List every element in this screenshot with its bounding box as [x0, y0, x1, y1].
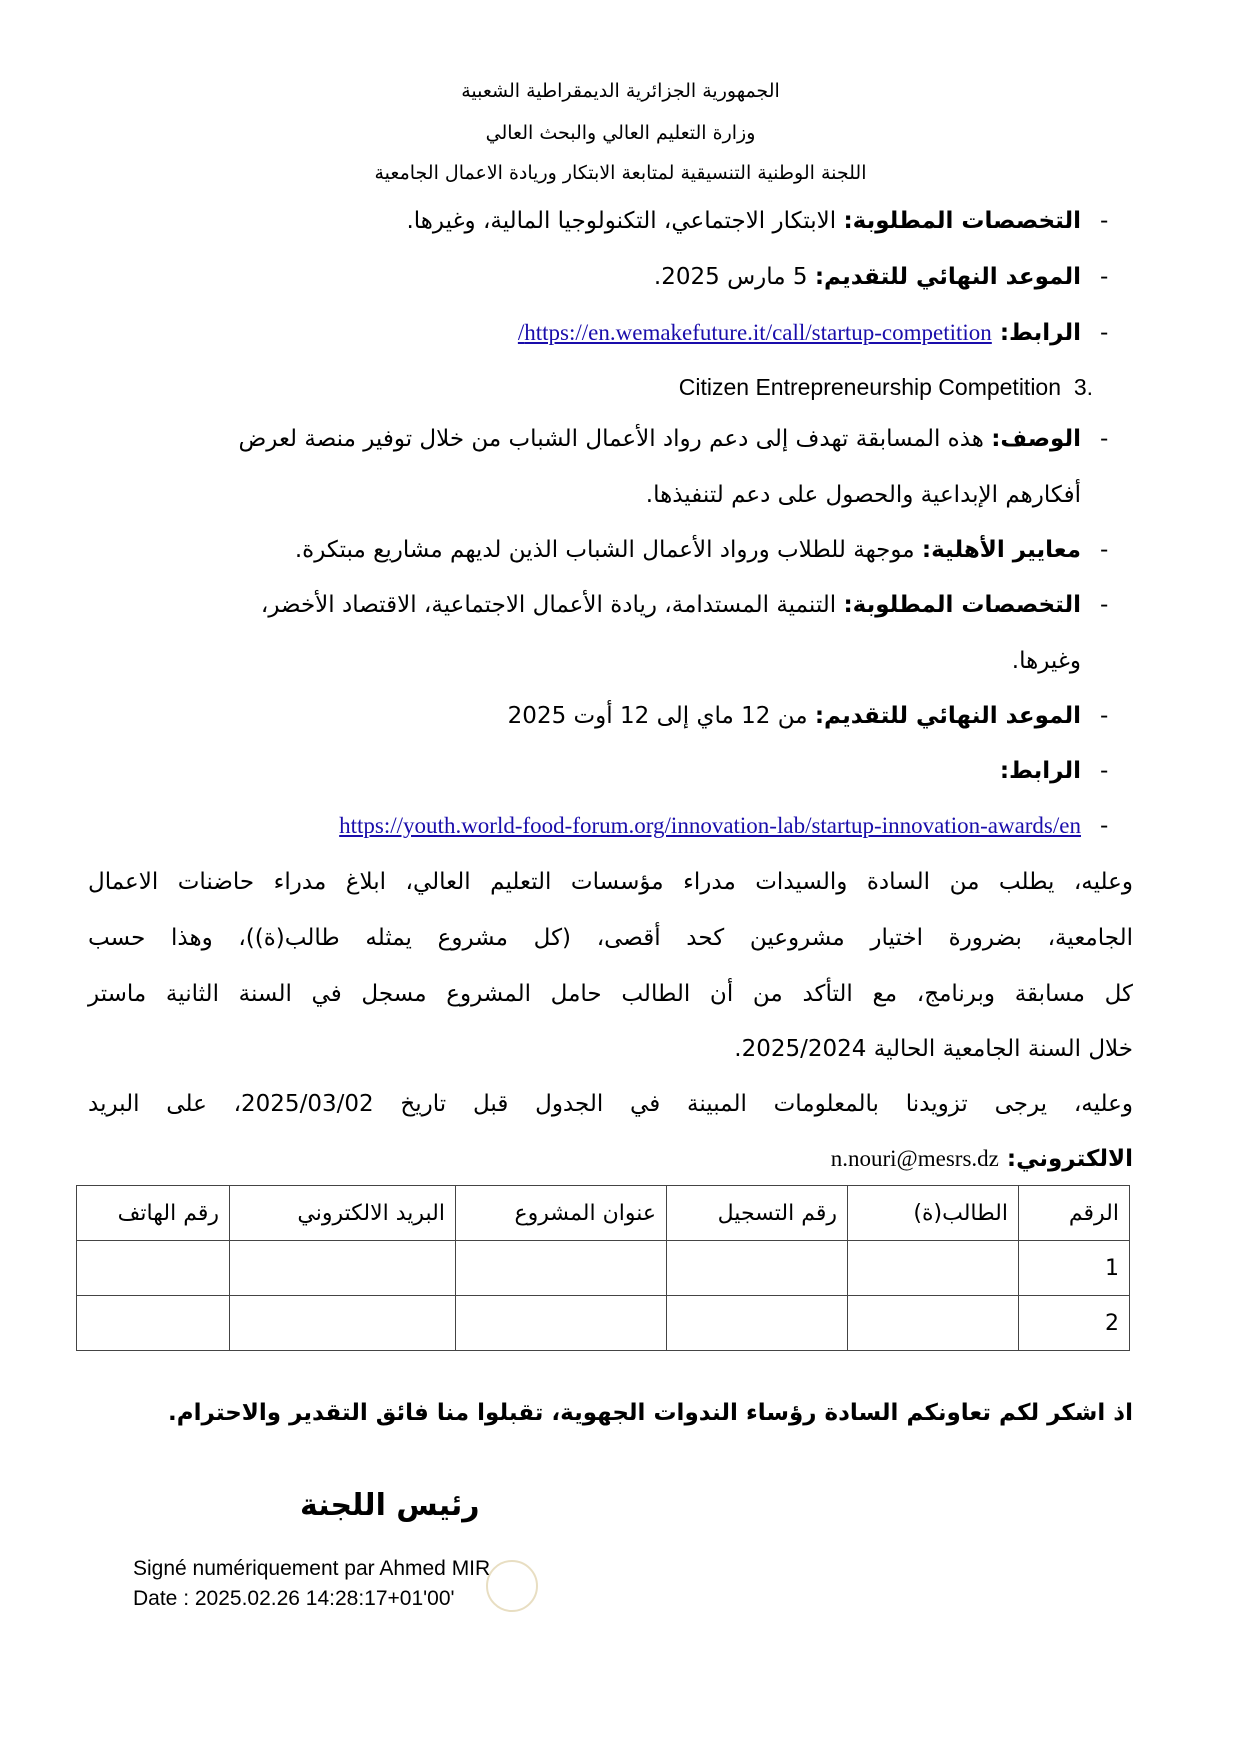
paragraph-line: وعليه، يرجى تزويدنا بالمعلومات المبينة في الجدول قبل تاريخ 2025/03/02، على البريد [88, 1091, 1133, 1117]
bullet-dash: - [1100, 813, 1109, 839]
label: التخصصات المطلوبة: [843, 208, 1081, 234]
paragraph-line: الجامعية، بضرورة اختيار مشروعين كحد أقصى، (كل مشروع يمثله طالب(ة))، وهذا حسب [88, 925, 1133, 951]
label: الوصف: [991, 426, 1081, 452]
header-committee: اللجنة الوطنية التنسيقية لمتابعة الابتكار وريادة الاعمال الجامعية [374, 162, 867, 184]
table-header-row [77, 1186, 1130, 1241]
item3-number: 3. [1073, 374, 1093, 400]
label: التخصصات المطلوبة: [843, 592, 1081, 618]
table-cell[interactable] [456, 1296, 667, 1351]
item3-specialties-cont: وغيرها. [1011, 648, 1081, 674]
signer-title: رئيس اللجنة [300, 1488, 480, 1523]
contact-email: n.nouri@mesrs.dz [830, 1146, 999, 1171]
paragraph-line: وعليه، يطلب من السادة والسيدات مدراء مؤسسات التعليم العالي، ابلاغ مدراء حاضنات الاعمال [88, 869, 1133, 895]
item3-title: Citizen Entrepreneurship Competition [678, 374, 1062, 400]
prev-deadline [654, 261, 1081, 293]
value: موجهة للطلاب ورواد الأعمال الشباب الذين لديهم مشاريع مبتكرة. [294, 537, 922, 563]
seal-icon [486, 1560, 538, 1612]
item3-link-label [1000, 755, 1081, 787]
label: الموعد النهائي للتقديم: [814, 703, 1081, 729]
label: معايير الأهلية: [921, 537, 1081, 563]
item3-heading [679, 371, 1093, 403]
bullet-dash: - [1100, 426, 1109, 452]
label: الموعد النهائي للتقديم: [814, 264, 1081, 290]
value: التنمية المستدامة، ريادة الأعمال الاجتماعية، الاقتصاد الأخضر، [260, 592, 844, 618]
table-cell[interactable] [667, 1296, 848, 1351]
item3-eligibility [295, 534, 1081, 566]
item3-deadline [508, 700, 1081, 732]
column-header: رقم الهاتف [77, 1186, 230, 1241]
label: الرابط: [999, 758, 1081, 784]
table-cell[interactable] [848, 1241, 1019, 1296]
column-header: عنوان المشروع [456, 1186, 667, 1241]
prev-specialties [406, 205, 1081, 237]
column-header: الرقم [1019, 1186, 1130, 1241]
label: الالكتروني: [998, 1146, 1133, 1172]
table-cell: 1 [1019, 1241, 1130, 1296]
header-ministry: وزارة التعليم العالي والبحث العالي [485, 122, 756, 144]
value: من 12 ماي إلى 12 أوت 2025 [507, 703, 815, 729]
item3-link-line [339, 810, 1081, 842]
table-cell[interactable] [77, 1296, 230, 1351]
table-cell[interactable] [230, 1241, 456, 1296]
table-cell[interactable] [667, 1241, 848, 1296]
item3-specialties [261, 589, 1081, 621]
email-line [831, 1143, 1133, 1175]
bullet-dash: - [1100, 264, 1109, 290]
value: 5 مارس 2025. [653, 264, 815, 290]
column-header: رقم التسجيل [667, 1186, 848, 1241]
table-row [77, 1296, 1130, 1351]
submission-table [76, 1185, 1130, 1351]
bullet-dash: - [1100, 537, 1109, 563]
table-cell[interactable] [456, 1241, 667, 1296]
item3-description-cont: أفكارهم الإبداعية والحصول على دعم لتنفيذها. [645, 482, 1081, 508]
digital-signature-line: Signé numériquement par Ahmed MIR [133, 1557, 491, 1580]
column-header: الطالب(ة) [848, 1186, 1019, 1241]
value: الابتكار الاجتماعي، التكنولوجيا المالية، وغيرها. [406, 208, 844, 234]
bullet-dash: - [1100, 208, 1109, 234]
closing-thanks: اذ اشكر لكم تعاونكم السادة رؤساء الندوات الجهوية، تقبلوا منا فائق التقدير والاحترام. [168, 1400, 1133, 1426]
bullet-dash: - [1100, 758, 1109, 784]
header-republic: الجمهورية الجزائرية الديمقراطية الشعبية [461, 80, 780, 102]
table-cell[interactable] [848, 1296, 1019, 1351]
item3-description [238, 423, 1081, 455]
bullet-dash: - [1100, 703, 1109, 729]
table-cell[interactable] [230, 1296, 456, 1351]
prev-link-line [518, 317, 1081, 349]
label: الرابط: [991, 320, 1081, 346]
paragraph-line: كل مسابقة وبرنامج، مع التأكد من أن الطالب حامل المشروع مسجل في السنة الثانية ماستر [88, 981, 1133, 1007]
item3-link[interactable]: https://youth.world-food-forum.org/innovation-lab/startup-innovation-awards/en [339, 813, 1081, 838]
bullet-dash: - [1100, 320, 1109, 346]
table-cell: 2 [1019, 1296, 1130, 1351]
paragraph-line: خلال السنة الجامعية الحالية 2025/2024. [734, 1036, 1133, 1062]
prev-link[interactable]: https://en.wemakefuture.it/call/startup-competition/ [517, 320, 992, 345]
table-cell[interactable] [77, 1241, 230, 1296]
digital-signature-date: Date : 2025.02.26 14:28:17+01'00' [133, 1587, 455, 1610]
column-header: البريد الالكتروني [230, 1186, 456, 1241]
bullet-dash: - [1100, 592, 1109, 618]
table-row [77, 1241, 1130, 1296]
value: هذه المسابقة تهدف إلى دعم رواد الأعمال الشباب من خلال توفير منصة لعرض [238, 426, 992, 452]
